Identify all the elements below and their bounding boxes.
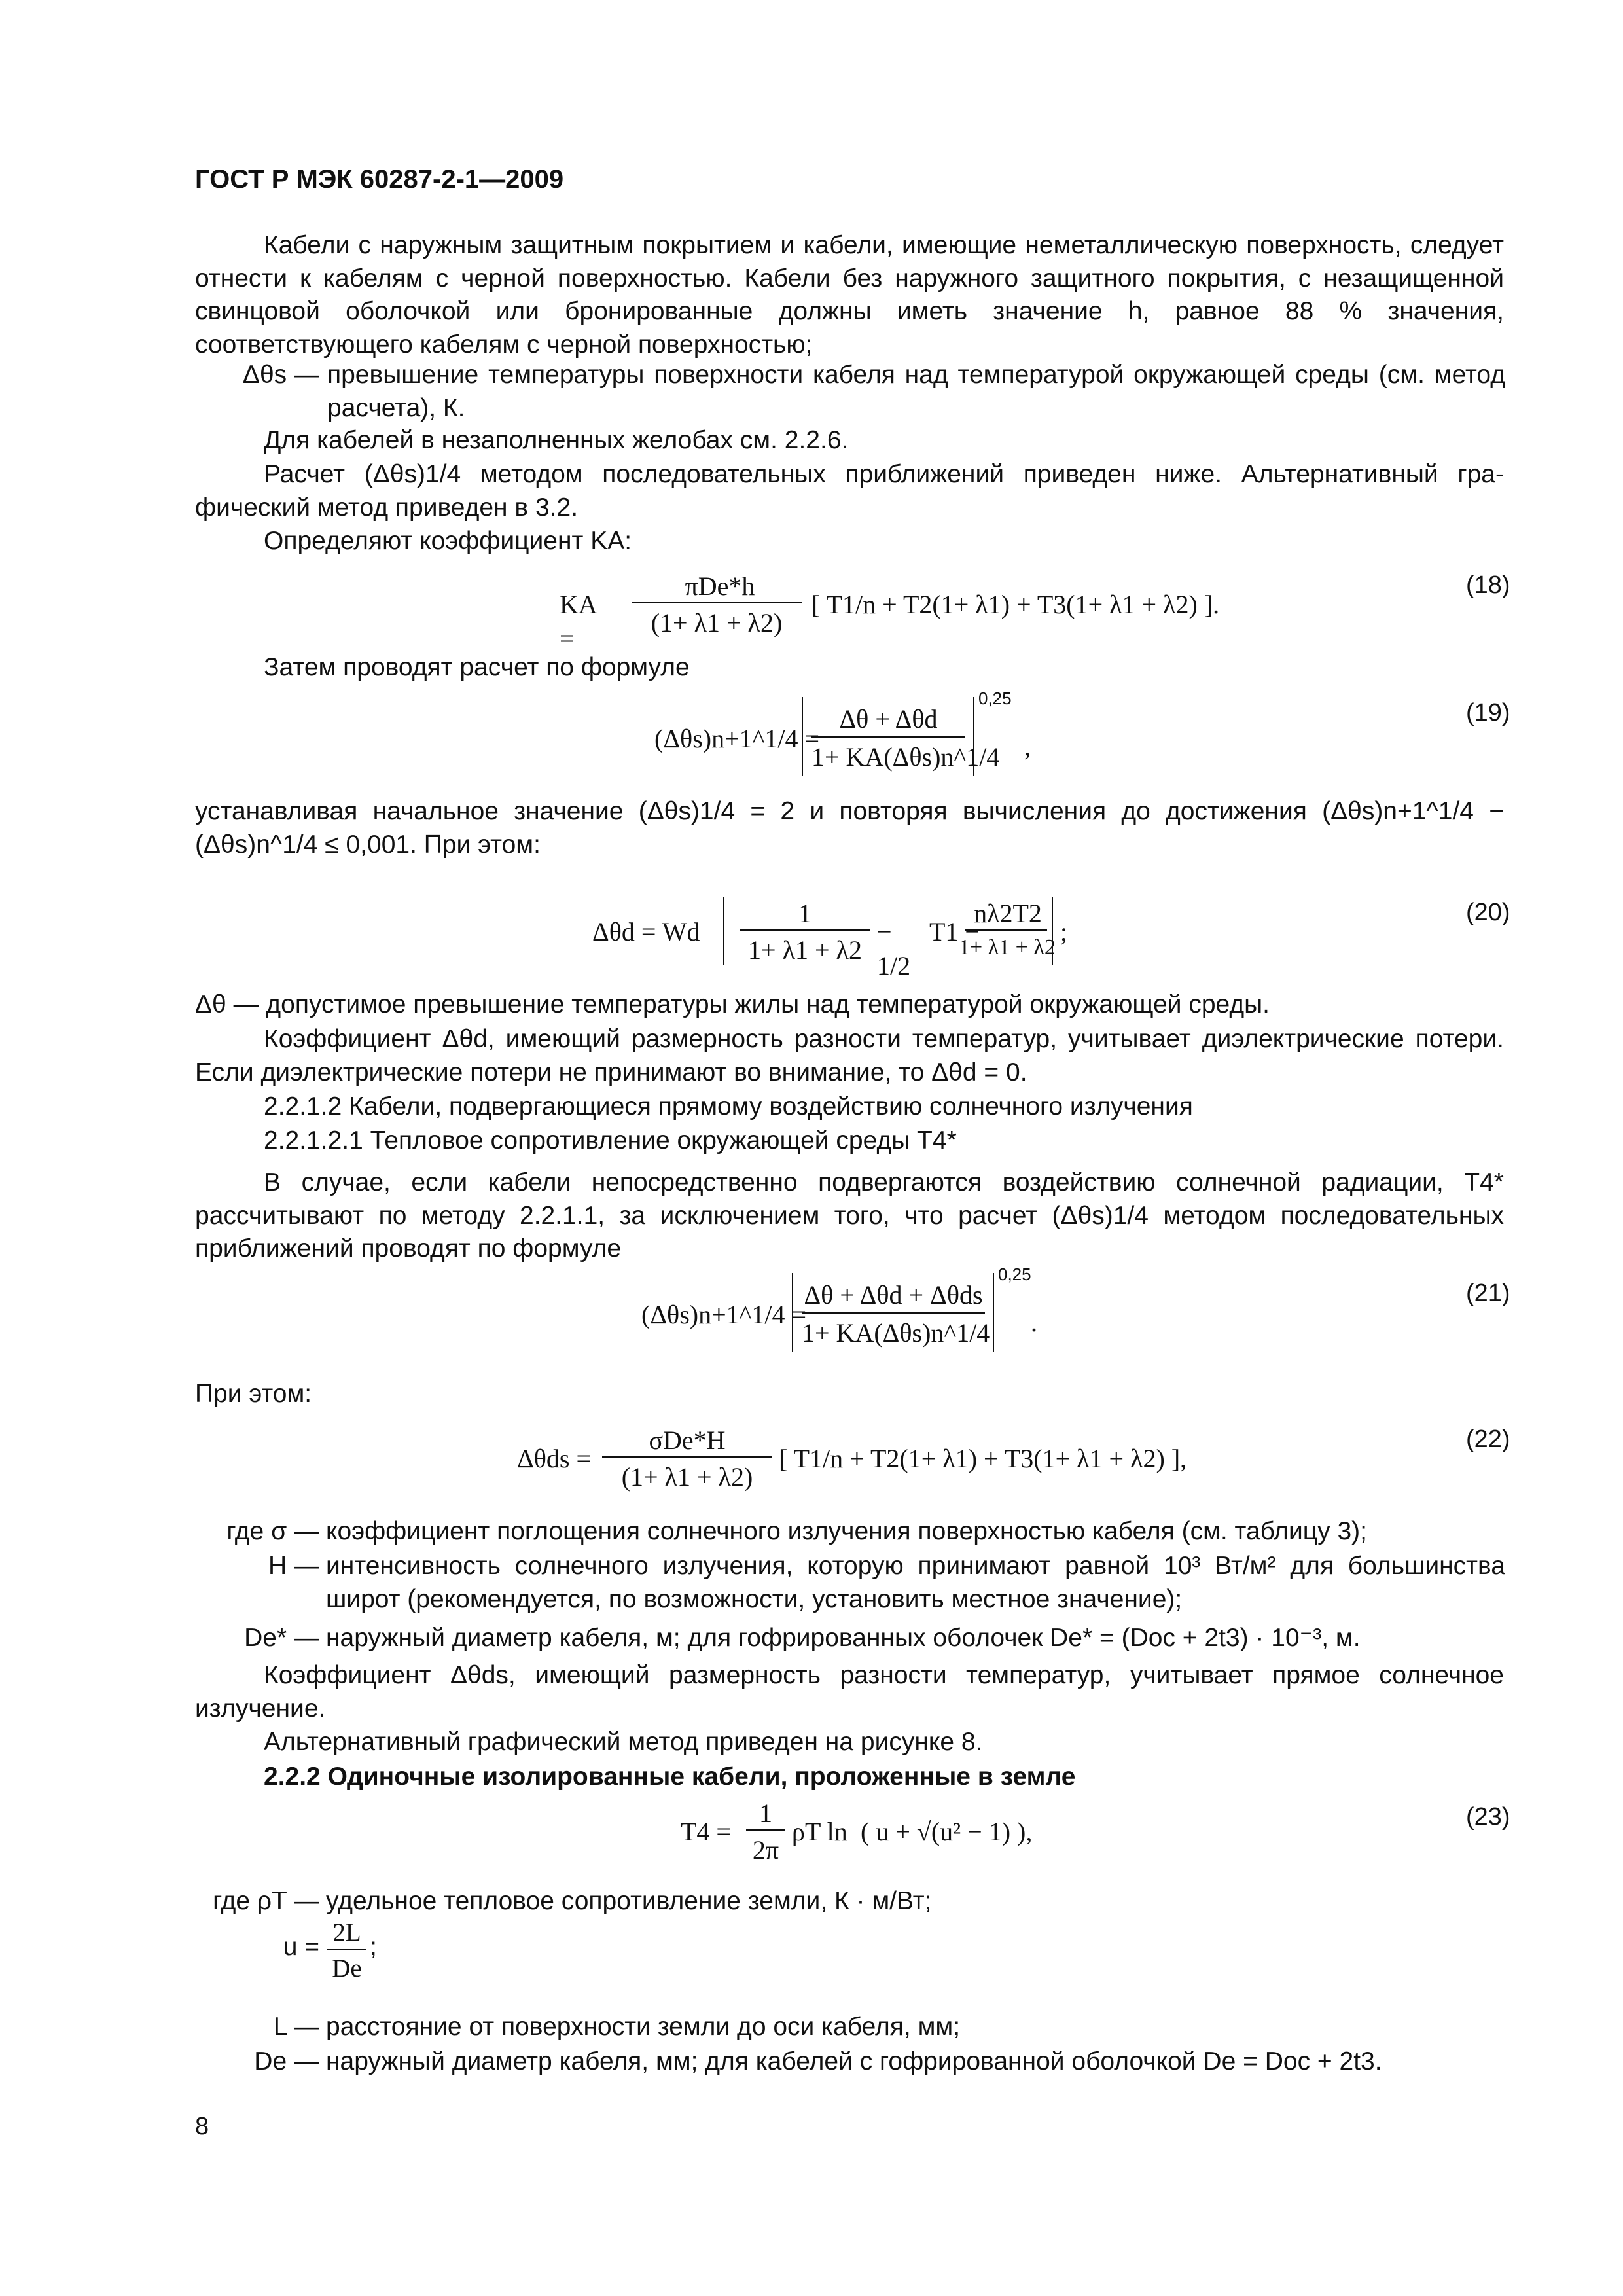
eq22-bracket: [ T1/n + T2(1+ λ1) + T3(1+ λ1 + λ2) ], [779,1444,1187,1473]
u-tail: ; [370,1933,377,1961]
definition-text: расстояние от поверхности земли до оси кабеля, мм; [326,2013,961,2041]
equation-number-20: (20) [1466,899,1510,926]
eq20-den2: 1+ λ1 + λ2 [959,935,1056,960]
eq19-tail: , [1024,732,1031,761]
eq19-numerator: Δθ + Δθd [839,704,938,734]
eq22-numerator: σDe*H [649,1426,726,1455]
eq19-lhs: (Δθs)n+1^1/4 = [654,724,820,753]
definition-term: где σ — [226,1517,319,1545]
eq21-exponent: 0,25 [998,1265,1031,1284]
eq20-num2: nλ2T2 [974,899,1042,928]
paragraph-initial: устанавливая начальное значение (Δθs)1/4 = 2 и повторяя вычисления до достижения (Δθs)n+1^1/4 − (Δθs)n^1/4 ≤ 0,001. При этом: [195,797,1504,859]
eq23-body: ( u + √(u² − 1) ), [861,1817,1033,1846]
eq20-inner-den: 1+ λ1 + λ2 [748,935,862,965]
definition-term: где ρT — [213,1887,319,1915]
eq18-lhs: KA = [560,590,596,653]
definition-text: коэффициент поглощения солнечного излучения поверхностью кабеля (см. таблицу 3); [326,1517,1367,1545]
paragraph-trays: Для кабелей в незаполненных желобах см. 2.2.6. [264,426,849,454]
equation-number-21: (21) [1466,1280,1510,1307]
eq20-inner-num: 1 [798,899,812,928]
heading-222: 2.2.2 Одиночные изолированные кабели, проложенные в земле [264,1763,1076,1791]
paragraph-dtheta: Δθ — допустимое превышение температуры жилы над температурой окружающей среды. [195,990,1270,1018]
eq20-tail: ; [1060,917,1068,946]
definition-term: De* — [244,1624,319,1652]
equation-number-23: (23) [1466,1803,1510,1831]
eq21-numerator: Δθ + Δθd + Δθds [804,1280,983,1310]
document-header: ГОСТ Р МЭК 60287-2-1—2009 [195,165,564,194]
eq18-denominator: (1+ λ1 + λ2) [651,608,783,637]
definition-term: Δθs — [242,361,319,389]
eq22-denominator: (1+ λ1 + λ2) [621,1462,753,1492]
eq20-lhs: Δθd = Wd [592,917,700,946]
definition-text: превышение температуры поверхности кабеля над температурой окружающей среды (см. метод расчета), К. [327,361,1505,422]
paragraph-alt: Альтернативный графический метод приведен на рисунке 8. [264,1728,983,1756]
definition-text: интенсивность солнечного излучения, которую принимают равной 10³ Вт/м² для большинства широт (рекомендуется, по возможности, установить местное значение); [326,1552,1505,1613]
paragraph-solar: В случае, если кабели непосредственно подвергаются воздействию солнечной радиации, T4* рассчитывают по методу 2.2.1.1, за исключением того, что расчет (Δθs)1/4 методом последовательных приближений проводят по формуле [195,1168,1504,1263]
heading-22121: 2.2.1.2.1 Тепловое сопротивление окружающей среды T4* [264,1126,957,1155]
u-denominator: De [332,1954,362,1982]
equation-number-19: (19) [1466,699,1510,726]
u-numerator: 2L [332,1918,361,1946]
definition-text: наружный диаметр кабеля, м; для гофрированных оболочек De* = (Doc + 2t3) · 10⁻³, м. [326,1624,1361,1652]
eq23-frac-num: 1 [759,1799,772,1828]
eq21-lhs: (Δθs)n+1^1/4 = [641,1300,807,1329]
eq21-denominator: 1+ KA(Δθs)n^1/4 [802,1318,990,1348]
paragraph-coeff-d: Коэффициент Δθd, имеющий размерность разности температур, учитывает диэлектрические потери. Если диэлектрические потери не принимают во внимание, то Δθd = 0. [195,1025,1504,1086]
definition-term: L — [273,2013,319,2041]
page-number: 8 [195,2113,209,2140]
definition-u [0,1916,1505,1988]
eq23-frac-den: 2π [752,1835,779,1865]
definition-text: удельное тепловое сопротивление земли, К · м/Вт; [326,1887,932,1915]
definition-term: H — [268,1552,319,1580]
eq19-exponent: 0,25 [978,689,1012,708]
equation-number-22: (22) [1466,1426,1510,1453]
paragraph-coeff-ds: Коэффициент Δθds, имеющий размерность разности температур, учитывает прямое солнечное излучение. [195,1661,1504,1723]
paragraph-ka: Определяют коэффициент KA: [264,527,632,555]
paragraph-then: Затем проводят расчет по формуле [264,653,690,681]
paragraph-pri: При этом: [195,1380,312,1408]
definition-term: De — [254,2047,319,2075]
eq20-t1: T1 − [929,917,980,946]
eq23-lhs: T4 = [681,1817,731,1846]
definition-text: наружный диаметр кабеля, мм; для кабелей с гофрированной оболочкой De = Doc + 2t3. [326,2047,1382,2075]
definition-term: u = [283,1933,319,1961]
eq18-bracket: [ T1/n + T2(1+ λ1) + T3(1+ λ1 + λ2) ]. [812,590,1220,619]
definition-theta-s [0,359,1505,431]
eq20-half: − 1/2 [877,917,911,980]
paragraph-surface: Кабели с наружным защитным покрытием и кабели, имеющие неметаллическую поверхность, следует отнести к кабелям с черной поверхностью. Кабели без наружного защитного покрытия, с незащищенной свинцовой оболочкой или бронированные должны иметь значение h, равное 88 % значения, соответствующего кабелям с черной поверхностью; [195,231,1504,359]
eq19-denominator: 1+ KA(Δθs)n^1/4 [812,742,1000,772]
heading-2212: 2.2.1.2 Кабели, подвергающиеся прямому воздействию солнечного излучения [264,1092,1193,1121]
eq18-numerator: πDe*h [685,571,755,601]
paragraph-calc: Расчет (Δθs)1/4 методом последовательных приближений приведен ниже. Альтернативный графический метод приведен в 3.2. [195,460,1504,522]
equation-number-18: (18) [1466,571,1510,599]
eq22-lhs: Δθds = [517,1444,592,1473]
eq23-rho: ρT ln [792,1817,847,1846]
eq21-tail: . [1031,1308,1037,1337]
